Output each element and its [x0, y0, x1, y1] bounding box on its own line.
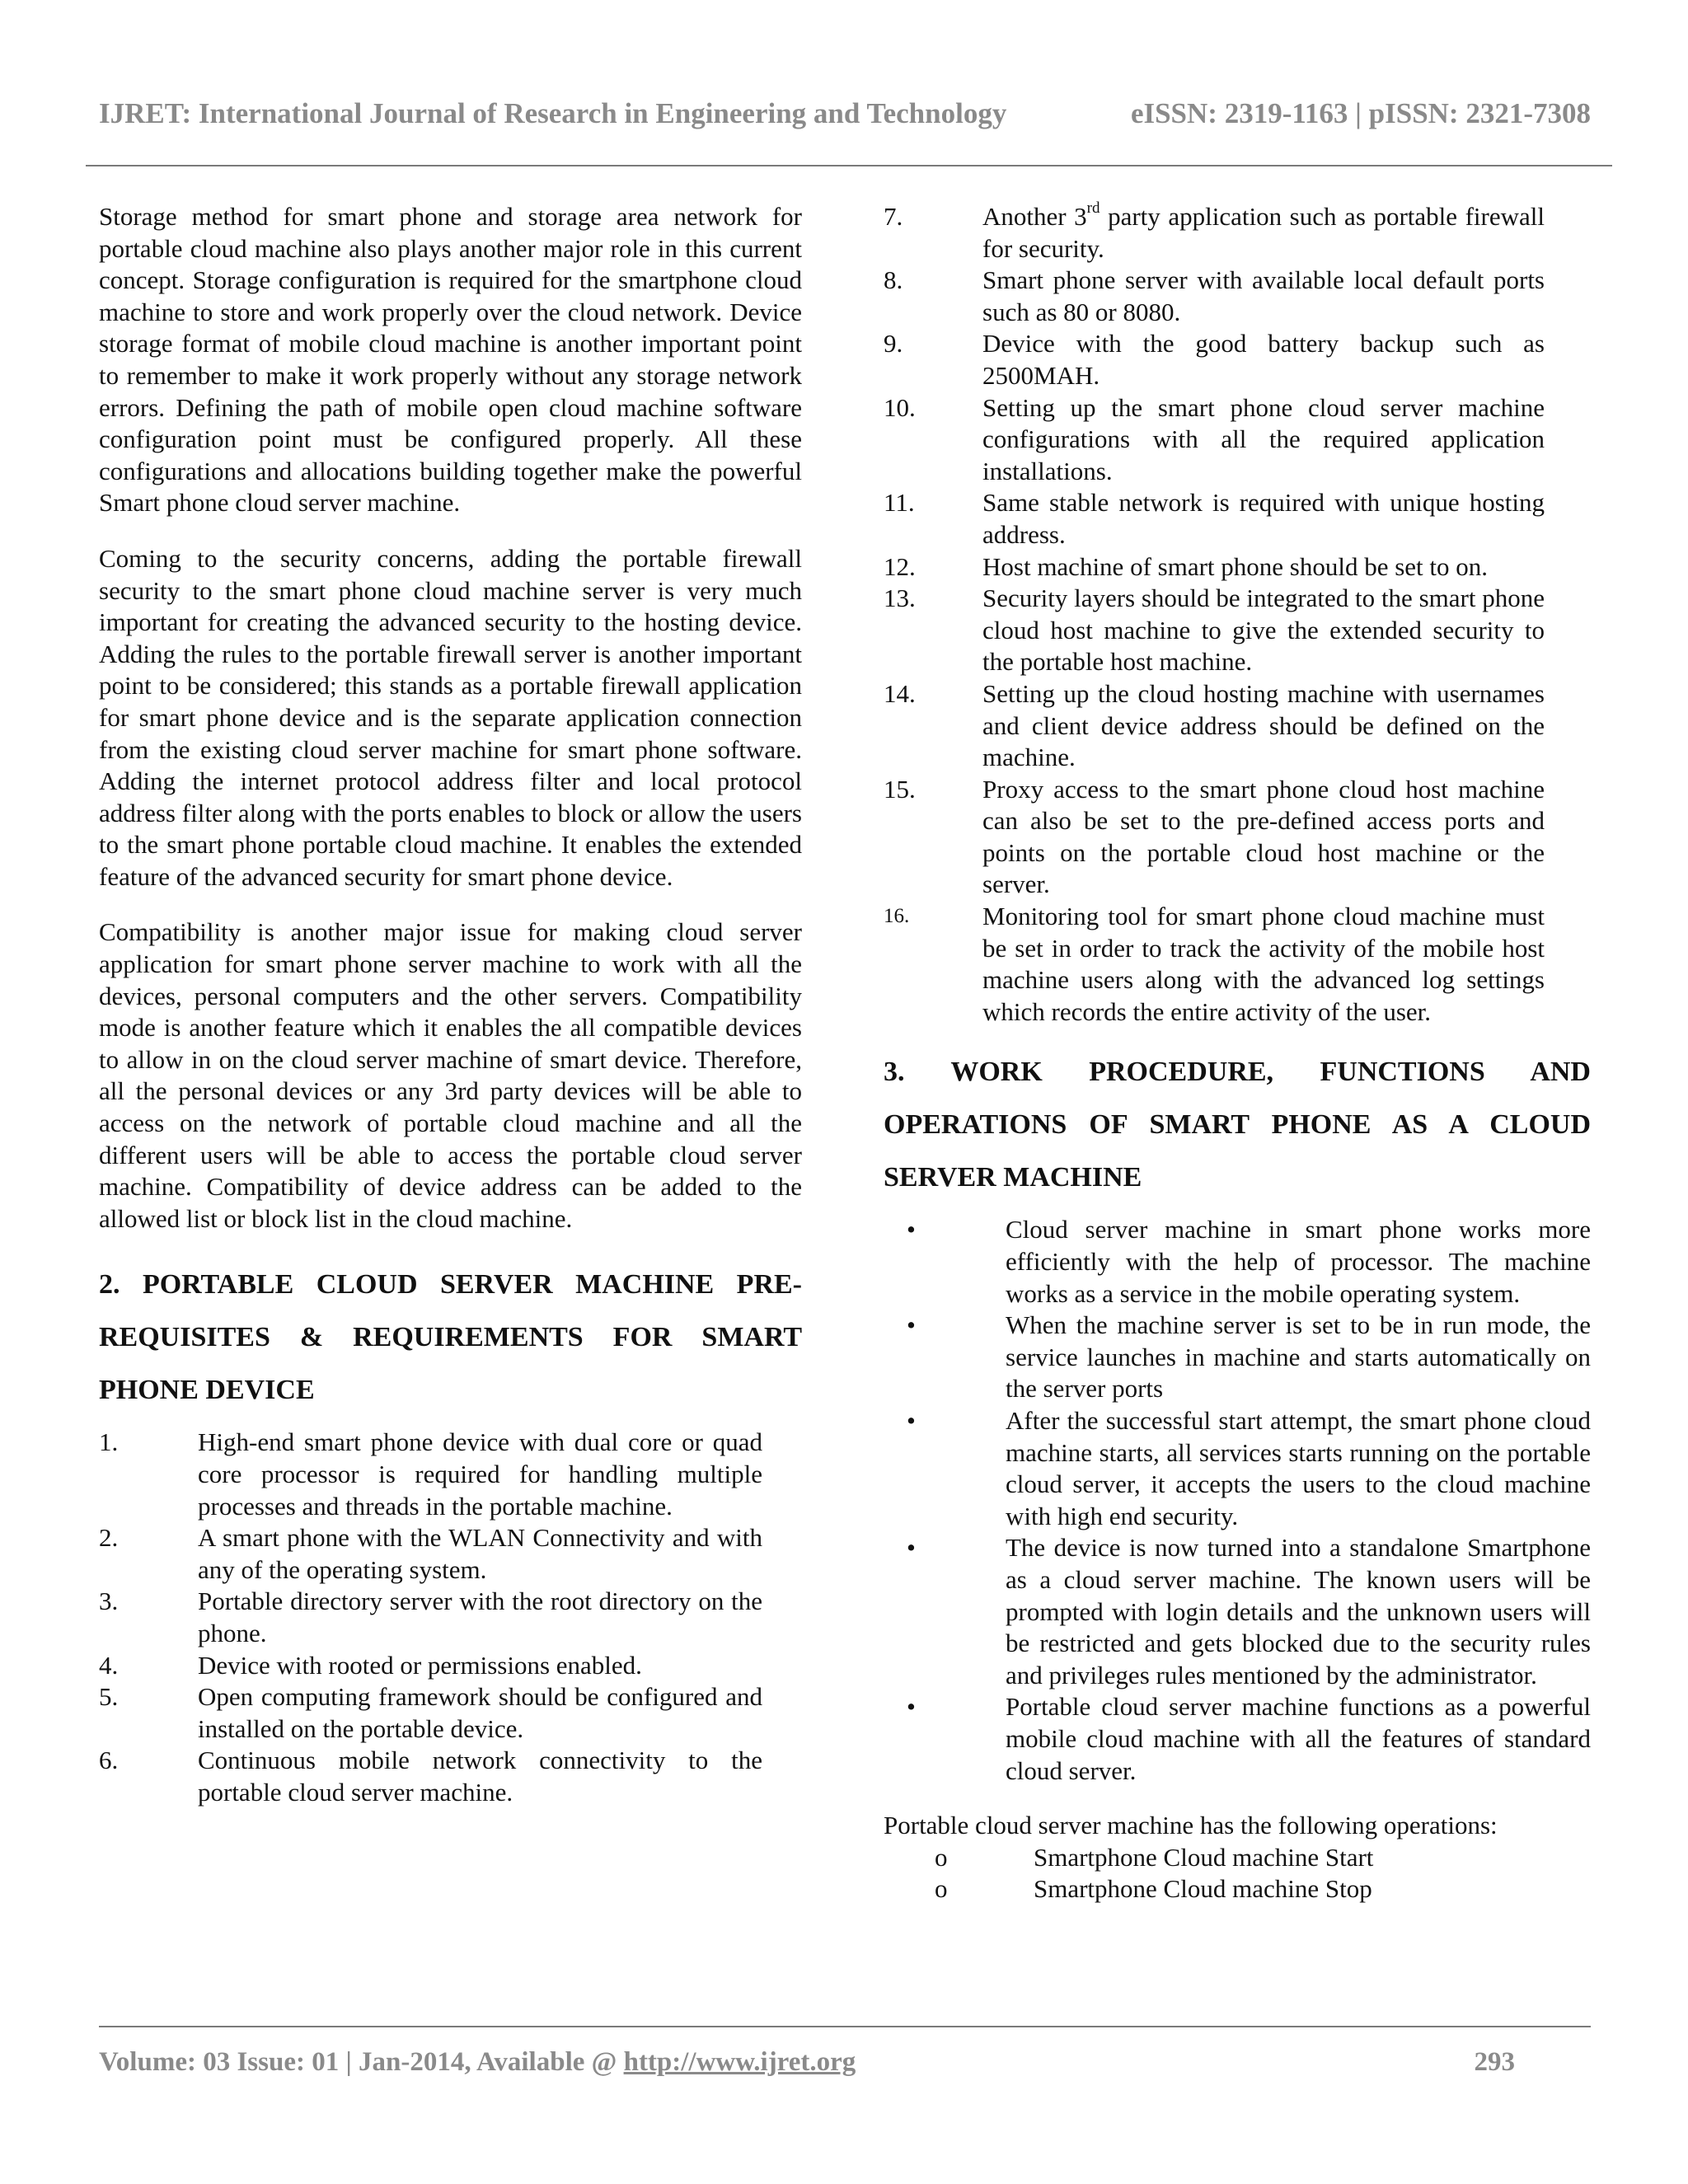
- requirements-list: [99, 1427, 762, 1808]
- item-number: 6.: [99, 1746, 119, 1775]
- operations-intro: Portable cloud server machine has the following operations:: [884, 1811, 1498, 1840]
- list-item: [884, 774, 1545, 901]
- left-column: [99, 201, 802, 1809]
- item-number: 8.: [884, 265, 903, 295]
- paragraph-compatibility: Compatibility is another major issue for making cloud server application for smart phone server machine to work with all the devices, personal computers and the other servers. Compatibility mode is another feature which it enables the all compatible devices to allow in on the cloud server machine of smart device. Therefore, all the personal devices or any 3rd party devices will be able to access on the network of portable cloud machine and all the different users will be able to access the portable cloud server machine. Compatibility of device address can be added to the allowed list or block list in the cloud machine.: [99, 917, 802, 1233]
- item-number: 11.: [884, 488, 915, 518]
- item-text: Monitoring tool for smart phone cloud machine must be set in order to track the activity of the mobile host machine users along with the advanced log settings which records the entire activity of the user.: [982, 902, 1545, 1026]
- item-text: Smart phone server with available local default ports such as 80 or 8080.: [982, 265, 1545, 326]
- item-text: Same stable network is required with unique hosting address.: [982, 488, 1545, 549]
- item-text: High-end smart phone device with dual core or quad core processor is required for handling multiple processes and threads in the portable machine.: [198, 1427, 762, 1521]
- item-text-end: party application such as portable firewall for security.: [982, 202, 1545, 263]
- list-item: [884, 201, 1545, 265]
- list-item: [99, 1586, 762, 1649]
- item-number: 13.: [884, 583, 916, 613]
- item-number: 3.: [99, 1586, 119, 1616]
- bullet-item: [907, 1310, 1591, 1405]
- list-item: [884, 678, 1545, 774]
- item-number: 9.: [884, 329, 903, 359]
- bullet-item: [907, 1691, 1591, 1787]
- list-item: [884, 551, 1545, 583]
- item-number: 16.: [884, 905, 910, 928]
- page-header: [99, 97, 1591, 130]
- bullet-mark: •: [907, 1406, 916, 1435]
- bullet-text: After the successful start attempt, the smart phone cloud machine starts, all services starts running on the portable cloud server, it accepts the users to the cloud machine with high end security.: [1006, 1406, 1591, 1530]
- journal-title: IJRET: International Journal of Research in Engineering and Technology: [99, 97, 1007, 129]
- operation-mark: o: [935, 1874, 948, 1904]
- item-text: Device with rooted or permissions enabled.: [198, 1650, 642, 1680]
- bullet-text: The device is now turned into a standalone Smartphone as a cloud server machine. The known users will be prompted with login details and the unknown users will be restricted and gets blocked due to the security rules and privileges rules mentioned by the administrator.: [1006, 1533, 1591, 1690]
- list-item: [99, 1650, 762, 1682]
- page-footer: [99, 2047, 1515, 2078]
- procedure-bullet-list: [884, 1214, 1591, 1787]
- paragraph-security: Coming to the security concerns, adding the portable firewall security to the smart phone cloud machine server is very much important for creating the advanced security to the hosting device. Adding the rules to the portable firewall server is another important point to be considered; this stands as a portable firewall application for smart phone device and is the separate application connection from the existing cloud server machine for smart phone software. Adding the internet protocol address filter and local protocol address filter along with the ports enables to block or allow the users to the smart phone portable cloud machine. It enables the extended feature of the advanced security for smart phone device.: [99, 543, 802, 891]
- operation-item: [935, 1842, 1591, 1874]
- list-item: [884, 265, 1545, 328]
- list-item: [884, 487, 1545, 551]
- list-item: [99, 1427, 762, 1522]
- item-number: 4.: [99, 1650, 119, 1680]
- list-item: [99, 1681, 762, 1745]
- bullet-item: [907, 1532, 1591, 1691]
- section-3-heading: 3. WORK PROCEDURE, FUNCTIONS AND OPERATIONS OF SMART PHONE AS A CLOUD SERVER MACHINE: [884, 1057, 1591, 1193]
- page-number: 293: [1474, 2047, 1515, 2077]
- bullet-text: When the machine server is set to be in run mode, the service launches in machine and starts automatically on the server ports: [1006, 1310, 1591, 1404]
- item-number: 12.: [884, 551, 916, 581]
- item-text-start: Another 3: [982, 202, 1087, 231]
- bullet-mark: •: [907, 1533, 916, 1563]
- item-text: Proxy access to the smart phone cloud host machine can also be set to the pre-defined access ports and points on the portable cloud host machine or the server.: [982, 774, 1545, 899]
- item-number: 5.: [99, 1682, 119, 1712]
- item-text: Setting up the smart phone cloud server machine configurations with all the required application installations.: [982, 392, 1545, 485]
- item-number: 14.: [884, 678, 916, 708]
- item-text: Device with the good battery backup such as 2500MAH.: [982, 329, 1545, 390]
- list-item: [884, 392, 1545, 488]
- operation-text: Smartphone Cloud machine Stop: [1034, 1874, 1372, 1904]
- item-number: 15.: [884, 774, 916, 804]
- operation-item: [935, 1873, 1591, 1905]
- item-number: 7.: [884, 202, 903, 231]
- item-text: Portable directory server with the root directory on the phone.: [198, 1586, 762, 1647]
- journal-link[interactable]: http://www.ijret.org: [623, 2047, 856, 2077]
- bullet-mark: •: [907, 1310, 916, 1340]
- operation-mark: o: [935, 1842, 948, 1872]
- volume-info: Volume: 03 Issue: 01 | Jan-2014, Available @: [99, 2047, 624, 2077]
- list-item: [99, 1745, 762, 1808]
- list-item: [99, 1522, 762, 1586]
- item-text: A smart phone with the WLAN Connectivity and with any of the operating system.: [198, 1523, 762, 1584]
- right-column: [884, 201, 1591, 1905]
- list-item: [884, 328, 1545, 391]
- item-text: Setting up the cloud hosting machine with usernames and client device address should be defined on the machine.: [982, 678, 1545, 772]
- bullet-mark: •: [907, 1215, 916, 1244]
- item-text: Open computing framework should be configured and installed on the portable device.: [198, 1682, 762, 1743]
- paragraph-storage: Storage method for smart phone and storage area network for portable cloud machine also plays another major role in this current concept. Storage configuration is required for the smartphone cloud machine to store and work properly over the cloud network. Device storage format of mobile cloud machine is another important point to remember to make it work properly without any storage network errors. Defining the path of mobile open cloud machine software configuration point must be configured properly. All these configurations and allocations building together make the powerful Smart phone cloud server machine.: [99, 202, 802, 518]
- footer-rule: [99, 2026, 1591, 2027]
- item-number: 2.: [99, 1523, 119, 1553]
- bullet-item: [907, 1214, 1591, 1310]
- item-text: [982, 201, 1545, 265]
- item-number: 10.: [884, 392, 916, 422]
- bullet-text: Cloud server machine in smart phone works more efficiently with the help of processor. The machine works as a service in the mobile operating system.: [1006, 1215, 1591, 1308]
- issn-numbers: eISSN: 2319-1163 | pISSN: 2321-7308: [1130, 97, 1591, 129]
- list-item: [884, 583, 1545, 678]
- bullet-item: [907, 1405, 1591, 1532]
- footer-citation: [99, 2047, 856, 2078]
- item-text: Continuous mobile network connectivity to the portable cloud server machine.: [198, 1746, 762, 1807]
- header-rule: [86, 165, 1612, 166]
- superscript: rd: [1086, 199, 1100, 217]
- section-2-heading: 2. PORTABLE CLOUD SERVER MACHINE PRE-REQUISITES & REQUIREMENTS FOR SMART PHONE DEVICE: [99, 1269, 802, 1406]
- item-text: Security layers should be integrated to the smart phone cloud host machine to give the extended security to the portable host machine.: [982, 583, 1545, 677]
- requirements-list-continued: [884, 201, 1545, 1028]
- item-text: Host machine of smart phone should be set to on.: [982, 551, 1489, 581]
- bullet-mark: •: [907, 1692, 916, 1722]
- operations-list: [884, 1842, 1591, 1905]
- operation-text: Smartphone Cloud machine Start: [1034, 1842, 1374, 1872]
- item-number: 1.: [99, 1427, 119, 1457]
- list-item: [884, 901, 1545, 1028]
- bullet-text: Portable cloud server machine functions as a powerful mobile cloud machine with all the features of standard cloud server.: [1006, 1692, 1591, 1785]
